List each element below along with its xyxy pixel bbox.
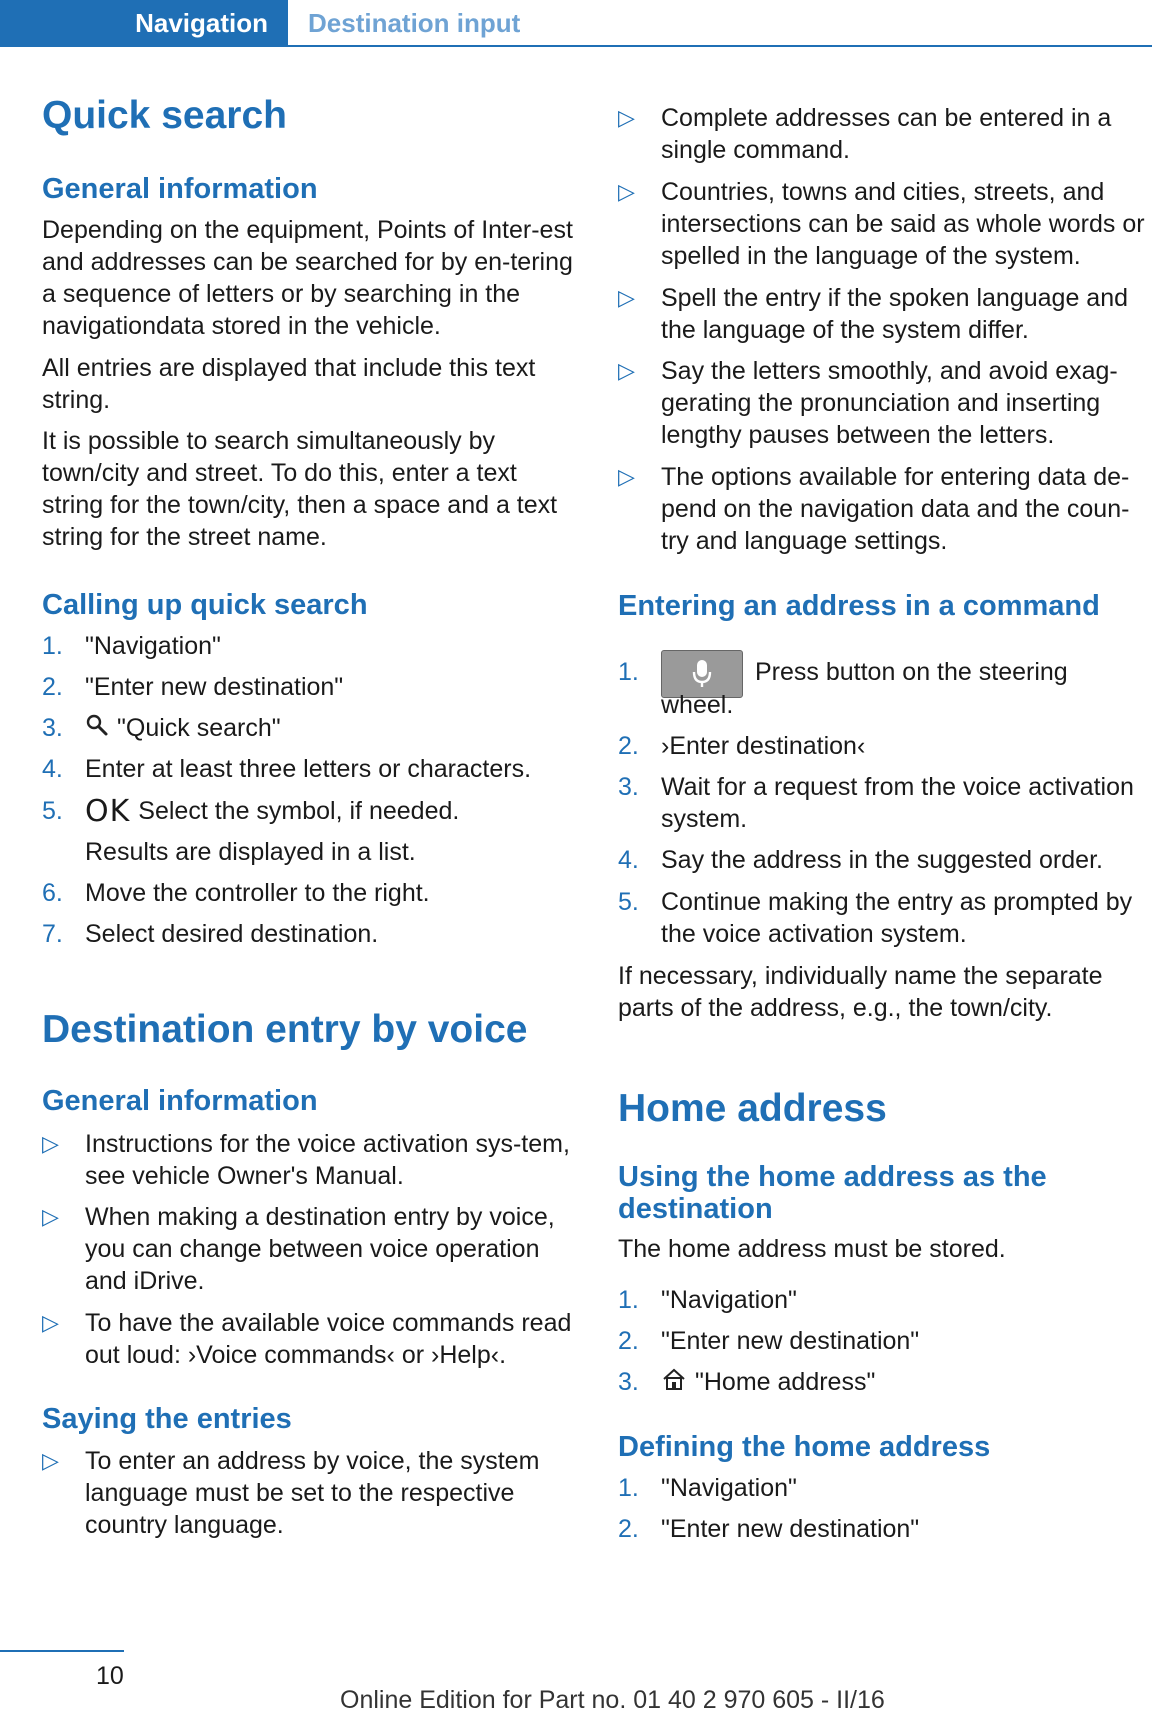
step-5-result-note: Results are displayed in a list.: [85, 838, 416, 866]
bullet-text: Countries, towns and cities, streets, and intersections can be said as whole words or spelled in the language of the system.: [661, 178, 1145, 270]
heading-general-information: General information: [42, 173, 318, 205]
bullet-text: To have the available voice commands read out loud: ›Voice commands‹ or ›Help‹.: [85, 1309, 572, 1369]
heading-defining-home-address: Defining the home address: [618, 1431, 991, 1463]
search-icon: [85, 713, 109, 745]
step-text: Select desired destination.: [85, 920, 379, 948]
footer-rule: [0, 1650, 124, 1652]
section-title-quick-search: Quick search: [42, 94, 287, 137]
step-number: 5.: [618, 888, 639, 916]
edition-note: Online Edition for Part no. 01 40 2 970 605 - II/16: [340, 1686, 885, 1714]
bullet-icon: ▷: [618, 358, 635, 383]
list-item: [42, 1128, 582, 1192]
ok-symbol-icon: OK: [85, 794, 131, 830]
heading-calling-up-quick-search: Calling up quick search: [42, 589, 368, 621]
home-icon: [661, 1366, 687, 1400]
bullet-icon: ▷: [42, 1204, 59, 1229]
step-text: Enter at least three letters or characters.: [85, 755, 532, 783]
step-text: "Navigation": [85, 632, 221, 660]
step-text: "Enter new destination": [85, 673, 344, 701]
step-text: "Navigation": [661, 1474, 797, 1502]
step-1-continuation: wheel.: [661, 691, 734, 719]
bullet-icon: ▷: [618, 105, 635, 130]
heading-entering-address-command: Entering an address in a command: [618, 590, 1100, 622]
bullet-text: Instructions for the voice activation sys‐tem, see vehicle Owner's Manual.: [85, 1130, 570, 1190]
step-text-with-icon: [85, 795, 582, 828]
bullet-icon: ▷: [618, 464, 635, 489]
step-text: Wait for a request from the voice activation system.: [661, 773, 1134, 833]
step-label: "Quick search": [117, 714, 281, 742]
tab-navigation: Navigation: [0, 0, 288, 47]
step-number: 4.: [42, 755, 63, 783]
page-header: [0, 0, 1152, 48]
bullet-text: Spell the entry if the spoken language and the language of the system differ.: [661, 284, 1129, 344]
step-text: Move the controller to the right.: [85, 879, 430, 907]
step-text: Continue making the entry as prompted by the voice activation system.: [661, 888, 1133, 948]
step-number: 4.: [618, 846, 639, 874]
step-number: 1.: [618, 658, 639, 686]
step-text: Say the address in the suggested order.: [661, 846, 1103, 874]
step-number: 6.: [42, 879, 63, 907]
bullet-icon: ▷: [618, 285, 635, 310]
heading-general-information-voice: General information: [42, 1085, 318, 1117]
paragraph-home-stored: The home address must be stored.: [618, 1235, 1006, 1263]
bullet-icon: ▷: [618, 179, 635, 204]
step-text: "Enter new destination": [661, 1515, 920, 1543]
step-number: 2.: [618, 1515, 639, 1543]
step-label: Select the symbol, if needed.: [138, 797, 460, 825]
bullet-text: The options available for entering data de‐pend on the navigation data and the coun‐try and language settings.: [661, 463, 1130, 555]
step-text: "Enter new destination": [661, 1327, 920, 1355]
step-text: Press button on the steering: [755, 658, 1068, 686]
step-number: 3.: [618, 1368, 639, 1396]
step-text: ›Enter destination‹: [661, 732, 866, 760]
step-number: 3.: [618, 773, 639, 801]
paragraph-command-note: If necessary, individually name the separate parts of the address, e.g., the town/city.: [618, 962, 1103, 1022]
step-number: 2.: [42, 673, 63, 701]
tab-destination-input: Destination input: [308, 8, 521, 38]
bullet-text: When making a destination entry by voice, you can change between voice operation and iDrive.: [85, 1203, 555, 1295]
step-number: 2.: [618, 1327, 639, 1355]
bullet-text: Say the letters smoothly, and avoid exag‐gerating the pronunciation and inserting lengthy pauses between the letters.: [661, 357, 1118, 449]
step-number: 1.: [42, 632, 63, 660]
step-text-with-icon: [85, 712, 582, 745]
heading-using-home-address: Using the home address as the destination: [618, 1161, 1047, 1225]
paragraph-quick-search-intro: Depending on the equipment, Points of Inter‐est and addresses can be searched for by en‐tering a sequence of letters or by searching in the navigationdata stored in the vehicle.: [42, 216, 573, 340]
page-number: 10: [96, 1662, 124, 1690]
step-number: 3.: [42, 714, 63, 742]
section-title-home-address: Home address: [618, 1087, 887, 1130]
heading-saying-the-entries: Saying the entries: [42, 1403, 292, 1435]
step-text-with-icon: [661, 1366, 1152, 1400]
step-number: 5.: [42, 797, 63, 825]
step-label: "Home address": [695, 1368, 876, 1396]
bullet-text: To enter an address by voice, the system language must be set to the respective country language.: [85, 1447, 540, 1539]
bullet-text: Complete addresses can be entered in a single command.: [661, 104, 1112, 164]
step-text: "Navigation": [661, 1286, 797, 1314]
step-number: 7.: [42, 920, 63, 948]
bullet-icon: ▷: [42, 1310, 59, 1335]
step-number: 2.: [618, 732, 639, 760]
bullet-icon: ▷: [42, 1448, 59, 1473]
paragraph-search-town-street: It is possible to search simultaneously by town/city and street. To do this, enter a text string for the town/city, then a space and a text string for the street name.: [42, 427, 558, 551]
step-number: 1.: [618, 1286, 639, 1314]
header-rule: [288, 45, 1152, 47]
bullet-icon: ▷: [42, 1131, 59, 1156]
section-title-voice-entry: Destination entry by voice: [42, 1008, 528, 1051]
step-number: 1.: [618, 1474, 639, 1502]
paragraph-entries-displayed: All entries are displayed that include this text string.: [42, 354, 536, 414]
